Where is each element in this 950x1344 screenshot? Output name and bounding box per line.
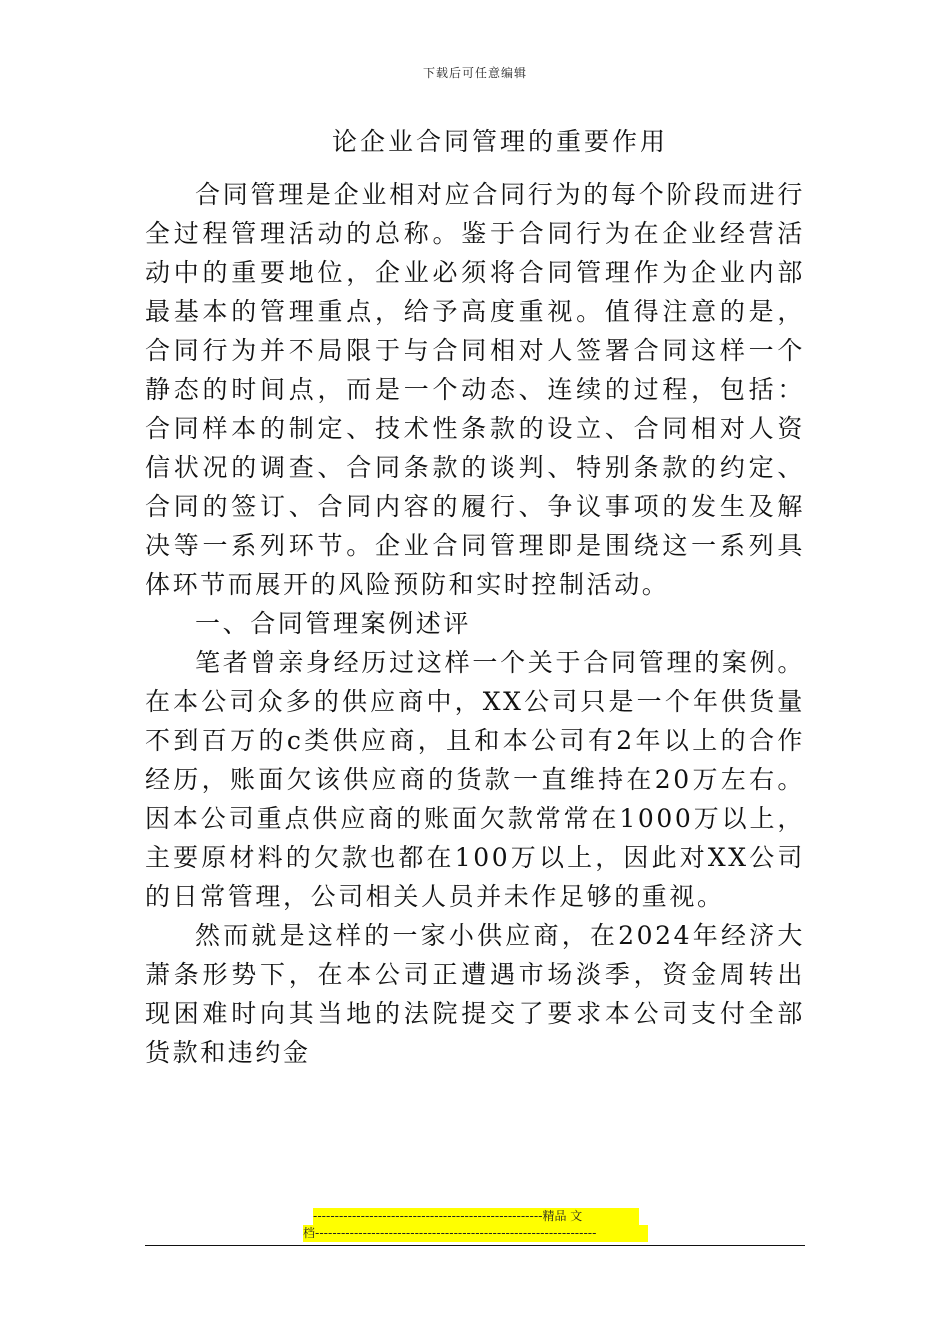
paragraph-intro: 合同管理是企业相对应合同行为的每个阶段而进行全过程管理活动的总称。鉴于合同行为在企业经营活动中的重要地位，企业必须将合同管理作为企业内部最基本的管理重点，给予高度重视。值得注意的是，合同行为并不局限于与合同相对人签署合同这样一个静态的时间点，而是一个动态、连续的过程，包括：合同样本的制定、技术性条款的设立、合同相对人资信状况的调查、合同条款的谈判、特别条款的约定、合同的签订、合同内容的履行、争议事项的发生及解决等一系列环节。企业合同管理即是围绕这一系列具体环节而展开的风险预防和实时控制活动。 [145,180,805,599]
document-title: 论企业合同管理的重要作用 [331,127,668,156]
section-heading: 一、合同管理案例述评 [195,609,472,638]
footer-divider [145,1245,805,1246]
footer-watermark-line-1: -----------------------------------------------------精品 文 [313,1208,639,1225]
header-note: 下载后可任意编辑 [422,66,527,80]
footer-watermark [303,1208,648,1242]
footer-watermark-line-2: 档----------------------------------------------------------------- [303,1225,648,1242]
document-body [145,175,805,1072]
paragraph-lawsuit: 然而就是这样的一家小供应商，在2024年经济大萧条形势下，在本公司正遭遇市场淡季，资金周转出现困难时向其当地的法院提交了要求本公司支付全部货款和违约金 [145,921,805,1067]
paragraph-case: 笔者曾亲身经历过这样一个关于合同管理的案例。在本公司众多的供应商中，XX公司只是一个年供货量不到百万的c类供应商，且和本公司有2年以上的合作经历，账面欠该供应商的货款一直维持在20万左右。因本公司重点供应商的账面欠款常常在1000万以上，主要原材料的欠款也都在100万以上，因此对XX公司的日常管理，公司相关人员并未作足够的重视。 [145,648,805,911]
